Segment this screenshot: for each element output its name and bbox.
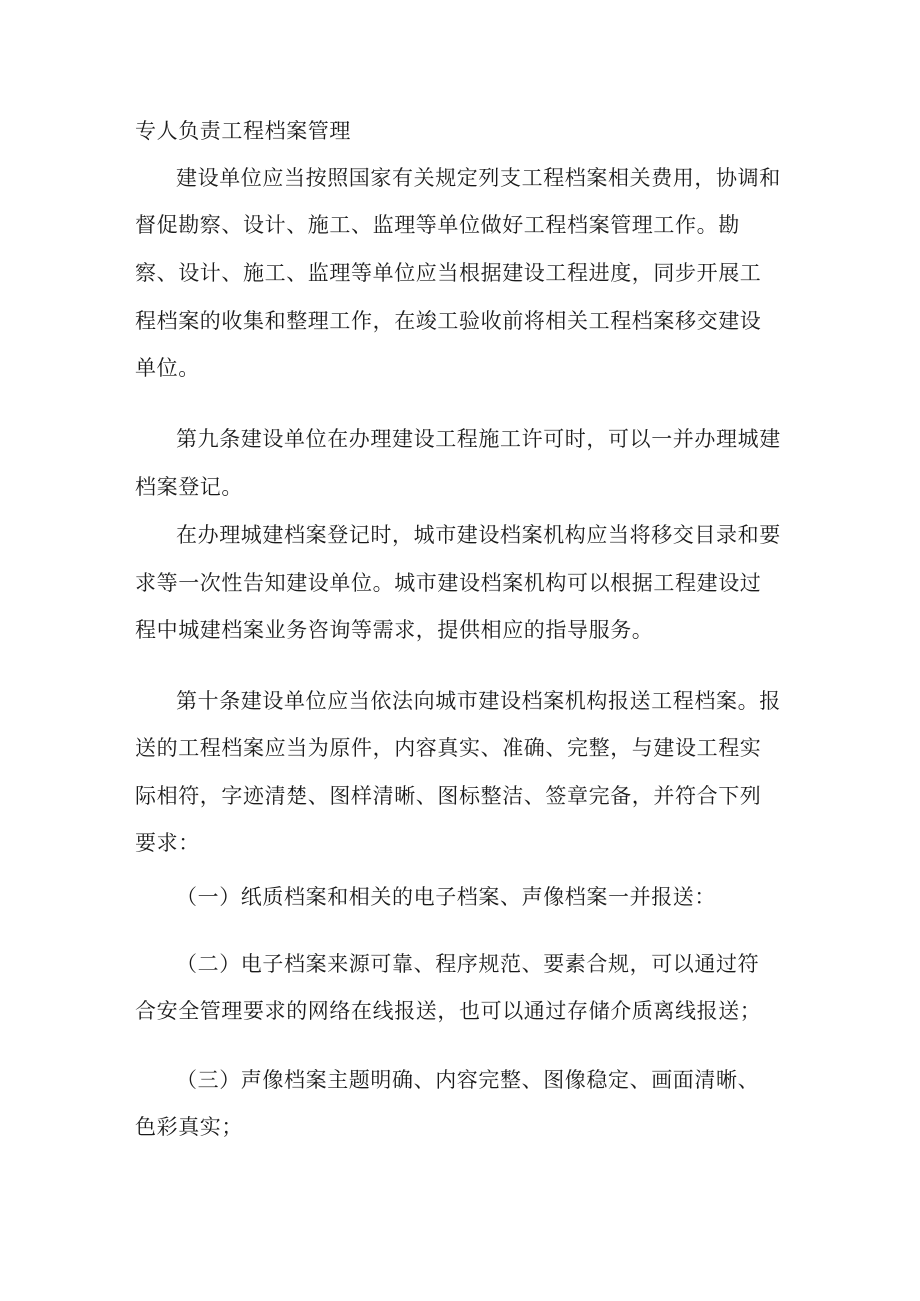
list-item-line: （二）电子档案来源可靠、程序规范、要素合规，可以通过符 — [176, 952, 760, 976]
text-line: 程中城建档案业务咨询等需求，提供相应的指导服务。 — [135, 618, 654, 642]
text-line: 档案登记。 — [135, 475, 243, 499]
text-line: 际相符，字迹清楚、图样清晰、图标整洁、签章完备，并符合下列 — [135, 784, 762, 808]
text-line: 送的工程档案应当为原件，内容真实、准确、完整，与建设工程实 — [135, 736, 762, 760]
paragraph-first-line: 第九条建设单位在办理建设工程施工许可时，可以一并办理城建 — [176, 427, 781, 451]
paragraph-first-line: 第十条建设单位应当依法向城市建设档案机构报送工程档案。报 — [176, 689, 781, 713]
text-line: 察、设计、施工、监理等单位应当根据建设工程进度，同步开展工 — [135, 261, 762, 285]
text-line: 督促勘察、设计、施工、监理等单位做好工程档案管理工作。勘 — [135, 213, 740, 237]
text-line: 色彩真实； — [135, 1115, 243, 1139]
paragraph-first-line: 建设单位应当按照国家有关规定列支工程档案相关费用，协调和 — [176, 166, 781, 190]
text-line: 程档案的收集和整理工作，在竣工验收前将相关工程档案移交建设 — [135, 309, 762, 333]
text-line: 合安全管理要求的网络在线报送，也可以通过存储介质离线报送； — [135, 999, 762, 1023]
paragraph-first-line: 在办理城建档案登记时，城市建设档案机构应当将移交目录和要 — [176, 523, 781, 547]
text-line: 要求： — [135, 831, 200, 855]
text-line: 单位。 — [135, 356, 200, 380]
text-line: 求等一次性告知建设单位。城市建设档案机构可以根据工程建设过 — [135, 571, 762, 595]
text-line: 专人负责工程档案管理 — [135, 119, 351, 143]
list-item-line: （一）纸质档案和相关的电子档案、声像档案一并报送： — [176, 885, 716, 909]
list-item-line: （三）声像档案主题明确、内容完整、图像稳定、画面清晰、 — [176, 1068, 760, 1092]
